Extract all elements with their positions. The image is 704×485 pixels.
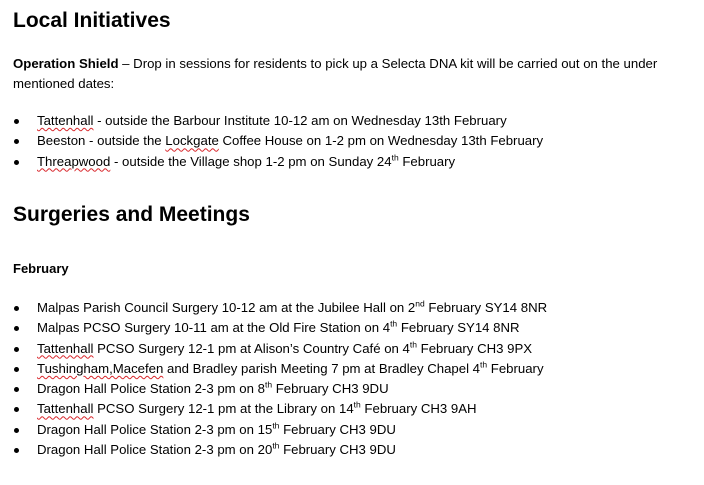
list-item-text: February CH3 9AH	[360, 401, 477, 417]
list-item-text: February SY14 8NR	[397, 320, 520, 336]
list-item	[0, 359, 700, 379]
list-item	[0, 420, 700, 440]
ordinal-suffix: th	[409, 339, 417, 350]
list-item-text: Dragon Hall Police Station 2-3 pm on 20	[37, 442, 273, 458]
list-item-text: - outside the Barbour Institute 10-12 am on Wednesday 13th February	[93, 113, 507, 128]
operation-shield-paragraph	[13, 54, 693, 94]
ordinal-suffix: th	[353, 400, 361, 411]
list-item-text: PCSO Surgery 12-1 pm at Alison’s Country Café on 4	[93, 340, 410, 356]
list-item	[0, 339, 700, 359]
list-item-text: February SY14 8NR	[424, 300, 548, 315]
ordinal-suffix: th	[390, 318, 398, 329]
ordinal-suffix: th	[480, 359, 488, 370]
list-item	[0, 152, 700, 172]
list-item-text: Dragon Hall Police Station 2-3 pm on 8	[37, 381, 265, 397]
list-item-text: February CH3 9PX	[416, 340, 533, 356]
ordinal-suffix: nd	[415, 298, 425, 309]
list-item-text: Dragon Hall Police Station 2-3 pm on 15	[37, 421, 273, 437]
list-item	[0, 379, 700, 399]
list-item-text: February CH3 9DU	[272, 381, 389, 397]
list-item-text: - outside the Village shop 1-2 pm on Sunday 24	[110, 153, 392, 169]
list-item	[0, 399, 700, 419]
list-item-place: Threapwood	[37, 153, 111, 169]
list-item-text: and Bradley parish Meeting 7 pm at Bradley Chapel 4	[163, 360, 481, 376]
list-item-place: Tattenhall	[37, 401, 94, 417]
list-item	[0, 298, 700, 318]
surgeries-heading: Surgeries and Meetings	[13, 203, 250, 226]
list-item	[0, 111, 700, 131]
list-item-place: Tattenhall	[37, 340, 94, 356]
list-item-text: Coffee House on 1-2 pm on Wednesday 13th February	[218, 133, 544, 149]
list-item-text: Beeston - outside the	[37, 133, 166, 149]
list-item-place: Lockgate	[165, 133, 219, 149]
list-item-text: PCSO Surgery 12-1 pm at the Library on 14	[93, 401, 354, 417]
list-item	[0, 131, 700, 151]
ordinal-suffix: th	[272, 420, 280, 431]
ordinal-suffix: th	[264, 379, 273, 390]
month-subheading: February	[13, 261, 69, 276]
list-item-place: Tushingham,Macefen	[37, 360, 164, 376]
list-item-text: February	[398, 153, 456, 169]
operation-shield-intro: – Drop in sessions for residents to pick up a Selecta DNA kit will be carried out on the under mentioned dates:	[13, 56, 658, 91]
operation-shield-title: Operation Shield	[13, 56, 119, 71]
list-item-place: Tattenhall	[37, 113, 94, 128]
list-item	[0, 318, 700, 338]
list-item-text: Malpas PCSO Surgery 10-11 am at the Old Fire Station on 4	[37, 320, 391, 336]
local-initiatives-heading: Local Initiatives	[13, 9, 171, 32]
list-item-text: Malpas Parish Council Surgery 10-12 am at the Jubilee Hall on 2	[37, 300, 416, 315]
list-item-text: February	[487, 360, 544, 376]
list-item	[0, 440, 700, 460]
list-item-text: February CH3 9DU	[279, 421, 396, 437]
surgeries-list	[0, 298, 700, 460]
list-item-text: February CH3 9DU	[279, 442, 396, 458]
local-initiatives-list	[0, 111, 700, 172]
ordinal-suffix: th	[391, 152, 399, 163]
ordinal-suffix: th	[272, 440, 280, 451]
